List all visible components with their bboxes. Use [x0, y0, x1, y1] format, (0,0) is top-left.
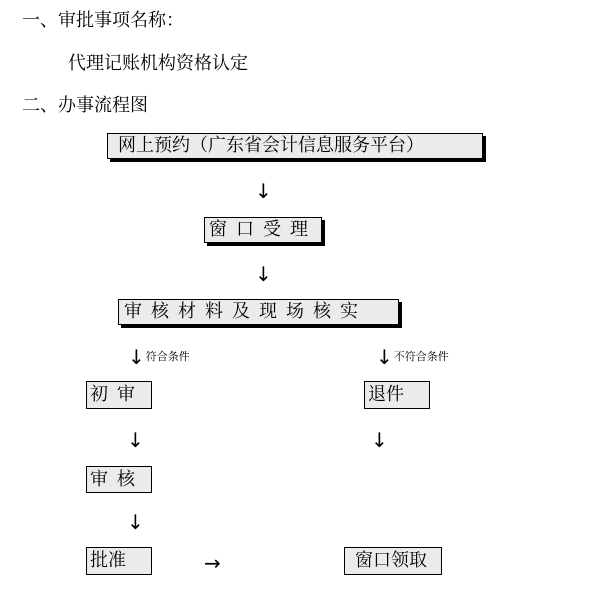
branch-meets-conditions-label: 符合条件 [145, 350, 190, 363]
branch-fails-conditions-label: 不符合条件 [393, 350, 449, 363]
arrow-down-icon: ↓ [255, 179, 272, 203]
arrow-down-icon: ↓ [376, 345, 393, 369]
arrow-down-icon: ↓ [128, 345, 145, 369]
arrow-down-icon: ↓ [371, 428, 388, 452]
approval-item-name: 代理记账机构资格认定 [68, 53, 248, 74]
step-review-materials: 审核材料及现场核实 [118, 299, 399, 325]
arrow-down-icon: ↓ [127, 428, 144, 452]
arrow-down-icon: ↓ [127, 510, 144, 534]
step-approve: 批准 [86, 547, 152, 575]
step-audit: 审核 [86, 466, 152, 493]
arrow-right-icon: → [204, 551, 221, 575]
step-window-accept: 窗口受理 [204, 217, 322, 243]
step-initial-review: 初审 [86, 381, 152, 409]
step-return-documents: 退件 [364, 381, 430, 409]
step-window-collect: 窗口领取 [344, 547, 442, 575]
branch-meets-conditions [128, 346, 190, 368]
step-online-booking: 网上预约（广东省会计信息服务平台） [107, 133, 483, 159]
branch-fails-conditions [376, 346, 449, 368]
arrow-down-icon: ↓ [255, 262, 272, 286]
section2-heading: 二、办事流程图 [22, 95, 148, 116]
section1-heading: 一、审批事项名称： [22, 10, 184, 31]
